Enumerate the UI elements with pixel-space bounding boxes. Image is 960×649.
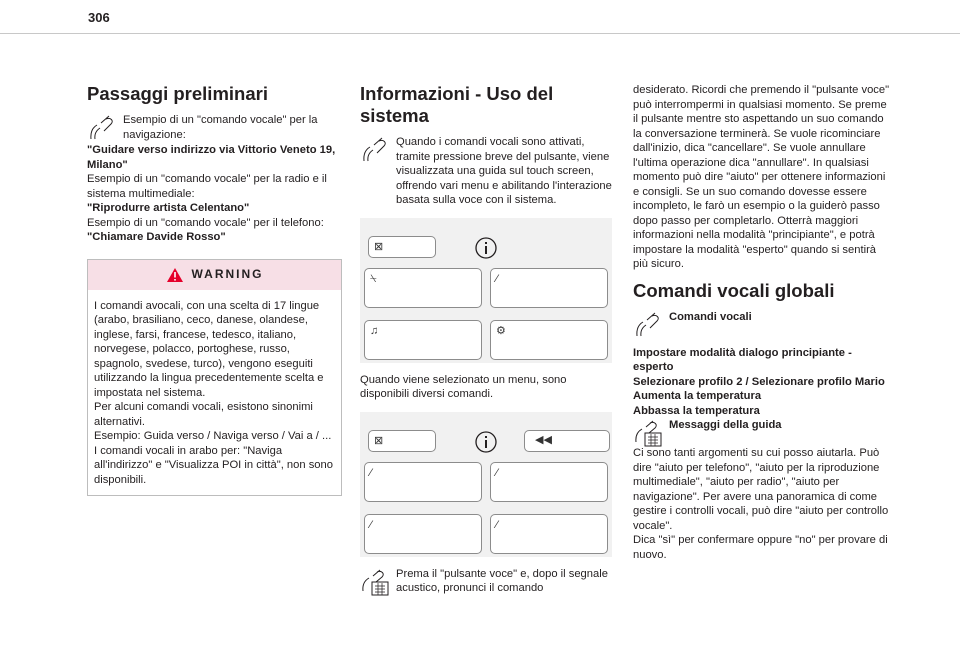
screen-menu-media: ♫ <box>364 320 482 360</box>
p2-text: Quando viene selezionato un menu, sono disponibili diversi comandi. <box>360 373 567 400</box>
warning-title: WARNING <box>191 267 264 282</box>
screen-menu-navigation: ⍀ <box>364 268 482 308</box>
warning-body <box>88 290 341 496</box>
warning-example: Esempio: Guida verso / Naviga verso / Vai a / ... <box>94 430 332 442</box>
intro-radio: Esempio di un "comando vocale" per la radio e il sistema multimediale: <box>87 173 327 200</box>
voice-icon <box>87 113 119 143</box>
label-comandi-vocali: Comandi vocali <box>669 310 752 323</box>
touchscreen-menu-1 <box>360 218 612 363</box>
p1-row <box>360 135 612 208</box>
warning-header <box>88 260 341 290</box>
warning-languages: I comandi avocali, con una scelta di 17 lingue (arabo, brasiliano, ceco, danese, olandese, inglese, farsi, francese, tedesco, italiano, norvegese, polacco, portoghese, russo, spagnolo, svedese, turco), vengono eseguiti utilizzando la lingua precedentemente scelta e impostata nel sistema. <box>94 299 324 399</box>
help-text: Ci sono tanti argomenti su cui posso aiutarla. Può dire "aiuto per telefono", "aiuto per la riproduzione multimediale", "aiuto per radio", "aiuto per navigazione". Per avere una panoramica di come gestire i controlli vocali, può dire "aiuto per controllo vocale". <box>633 447 889 532</box>
warning-triangle-icon <box>166 267 184 283</box>
command-profile: Selezionare profilo 2 / Selezionare profilo Mario <box>633 375 885 388</box>
screen-command-1: ⁄ <box>364 462 482 502</box>
label-guida-row <box>633 418 891 446</box>
example-navigation: "Guidare verso indirizzo via Vittorio Veneto 19, Milano" <box>87 144 336 171</box>
info-icon <box>474 236 498 260</box>
screen-back-button: ◀◀ <box>524 430 610 452</box>
warning-box <box>87 259 342 497</box>
heading-comandi-globali: Comandi vocali globali <box>633 279 835 301</box>
screen-close-button: ⊠ <box>368 430 436 452</box>
voice-icon <box>633 310 665 340</box>
command-temp-up: Aumenta la temperatura <box>633 390 762 402</box>
voice-guide-icon <box>360 567 392 597</box>
screen-menu-phone: ⁄ <box>490 268 608 308</box>
page-number: 306 <box>88 10 110 25</box>
column-3 <box>633 83 891 562</box>
example-radio: "Riprodurre artista Celentano" <box>87 202 250 214</box>
confirm-text: Dica "sì" per confermare oppure "no" per provare di nuovo. <box>633 534 888 561</box>
p3-text: Prema il "pulsante voce" e, dopo il segnale acustico, pronunci il comando <box>396 567 608 594</box>
voice-guide-icon <box>633 418 665 448</box>
voice-icon <box>360 135 392 165</box>
command-temp-down: Abbassa la temperatura <box>633 404 760 417</box>
label-comandi-row <box>633 310 891 338</box>
warning-arabic: I comandi vocali in arabo per: "Naviga all'indirizzo" e "Visualizza POI in città", non sono disponibili. <box>94 444 333 486</box>
screen-menu-settings: ⚙ <box>490 320 608 360</box>
intro-text: Esempio di un "comando vocale" per la navigazione: <box>123 114 318 141</box>
continuation-text: desiderato. Ricordi che premendo il "pulsante voce" può interrompermi in qualsiasi momento. Se preme il pulsante mentre sto aspettando un suo comando la conversazione terminerà. Se vuole ricominciare dall'inizio, dica "cancellare". Se vuole annullare l'ultima operazione dica "annullare". In qualsiasi momento può dire "aiuto" per ottenere informazioni e consigli. Se un suo comando dovesse essere incompleto, le farò un esempio o la guiderò passo dopo passo per completarlo. Otterrà maggiori informazioni nella modalità "principiante", e potrà impostare la modalità "esperto" quando si sentirà più sicuro. <box>633 84 890 270</box>
header-rule <box>0 33 960 34</box>
intro-row <box>87 113 342 143</box>
label-messaggi-guida: Messaggi della guida <box>669 419 782 431</box>
warning-synonyms: Per alcuni comandi vocali, esistono sinonimi alternativi. <box>94 401 313 428</box>
screen-command-4: ⁄ <box>490 514 608 554</box>
intro-phone: Esempio di un "comando vocale" per il telefono: <box>87 216 324 229</box>
screen-command-3: ⁄ <box>364 514 482 554</box>
heading-informazioni: Informazioni - Uso del sistema <box>360 83 554 126</box>
screen-command-2: ⁄ <box>490 462 608 502</box>
p1-text: Quando i comandi vocali sono attivati, tramite pressione breve del pulsante, viene visualizzata una guida sul touch screen, offrendo vari menu e abilitando l'interazione basata sulla voce con il sistema. <box>396 136 612 206</box>
column-2 <box>360 83 612 597</box>
example-phone: "Chiamare Davide Rosso" <box>87 231 226 243</box>
column-1 <box>87 83 342 496</box>
p3-row <box>360 567 612 597</box>
touchscreen-menu-2 <box>360 412 612 557</box>
command-dialog-mode: Impostare modalità dialogo principiante - esperto <box>633 346 852 373</box>
info-icon <box>474 430 498 454</box>
heading-passaggi: Passaggi preliminari <box>87 83 268 104</box>
screen-close-button: ⊠ <box>368 236 436 258</box>
